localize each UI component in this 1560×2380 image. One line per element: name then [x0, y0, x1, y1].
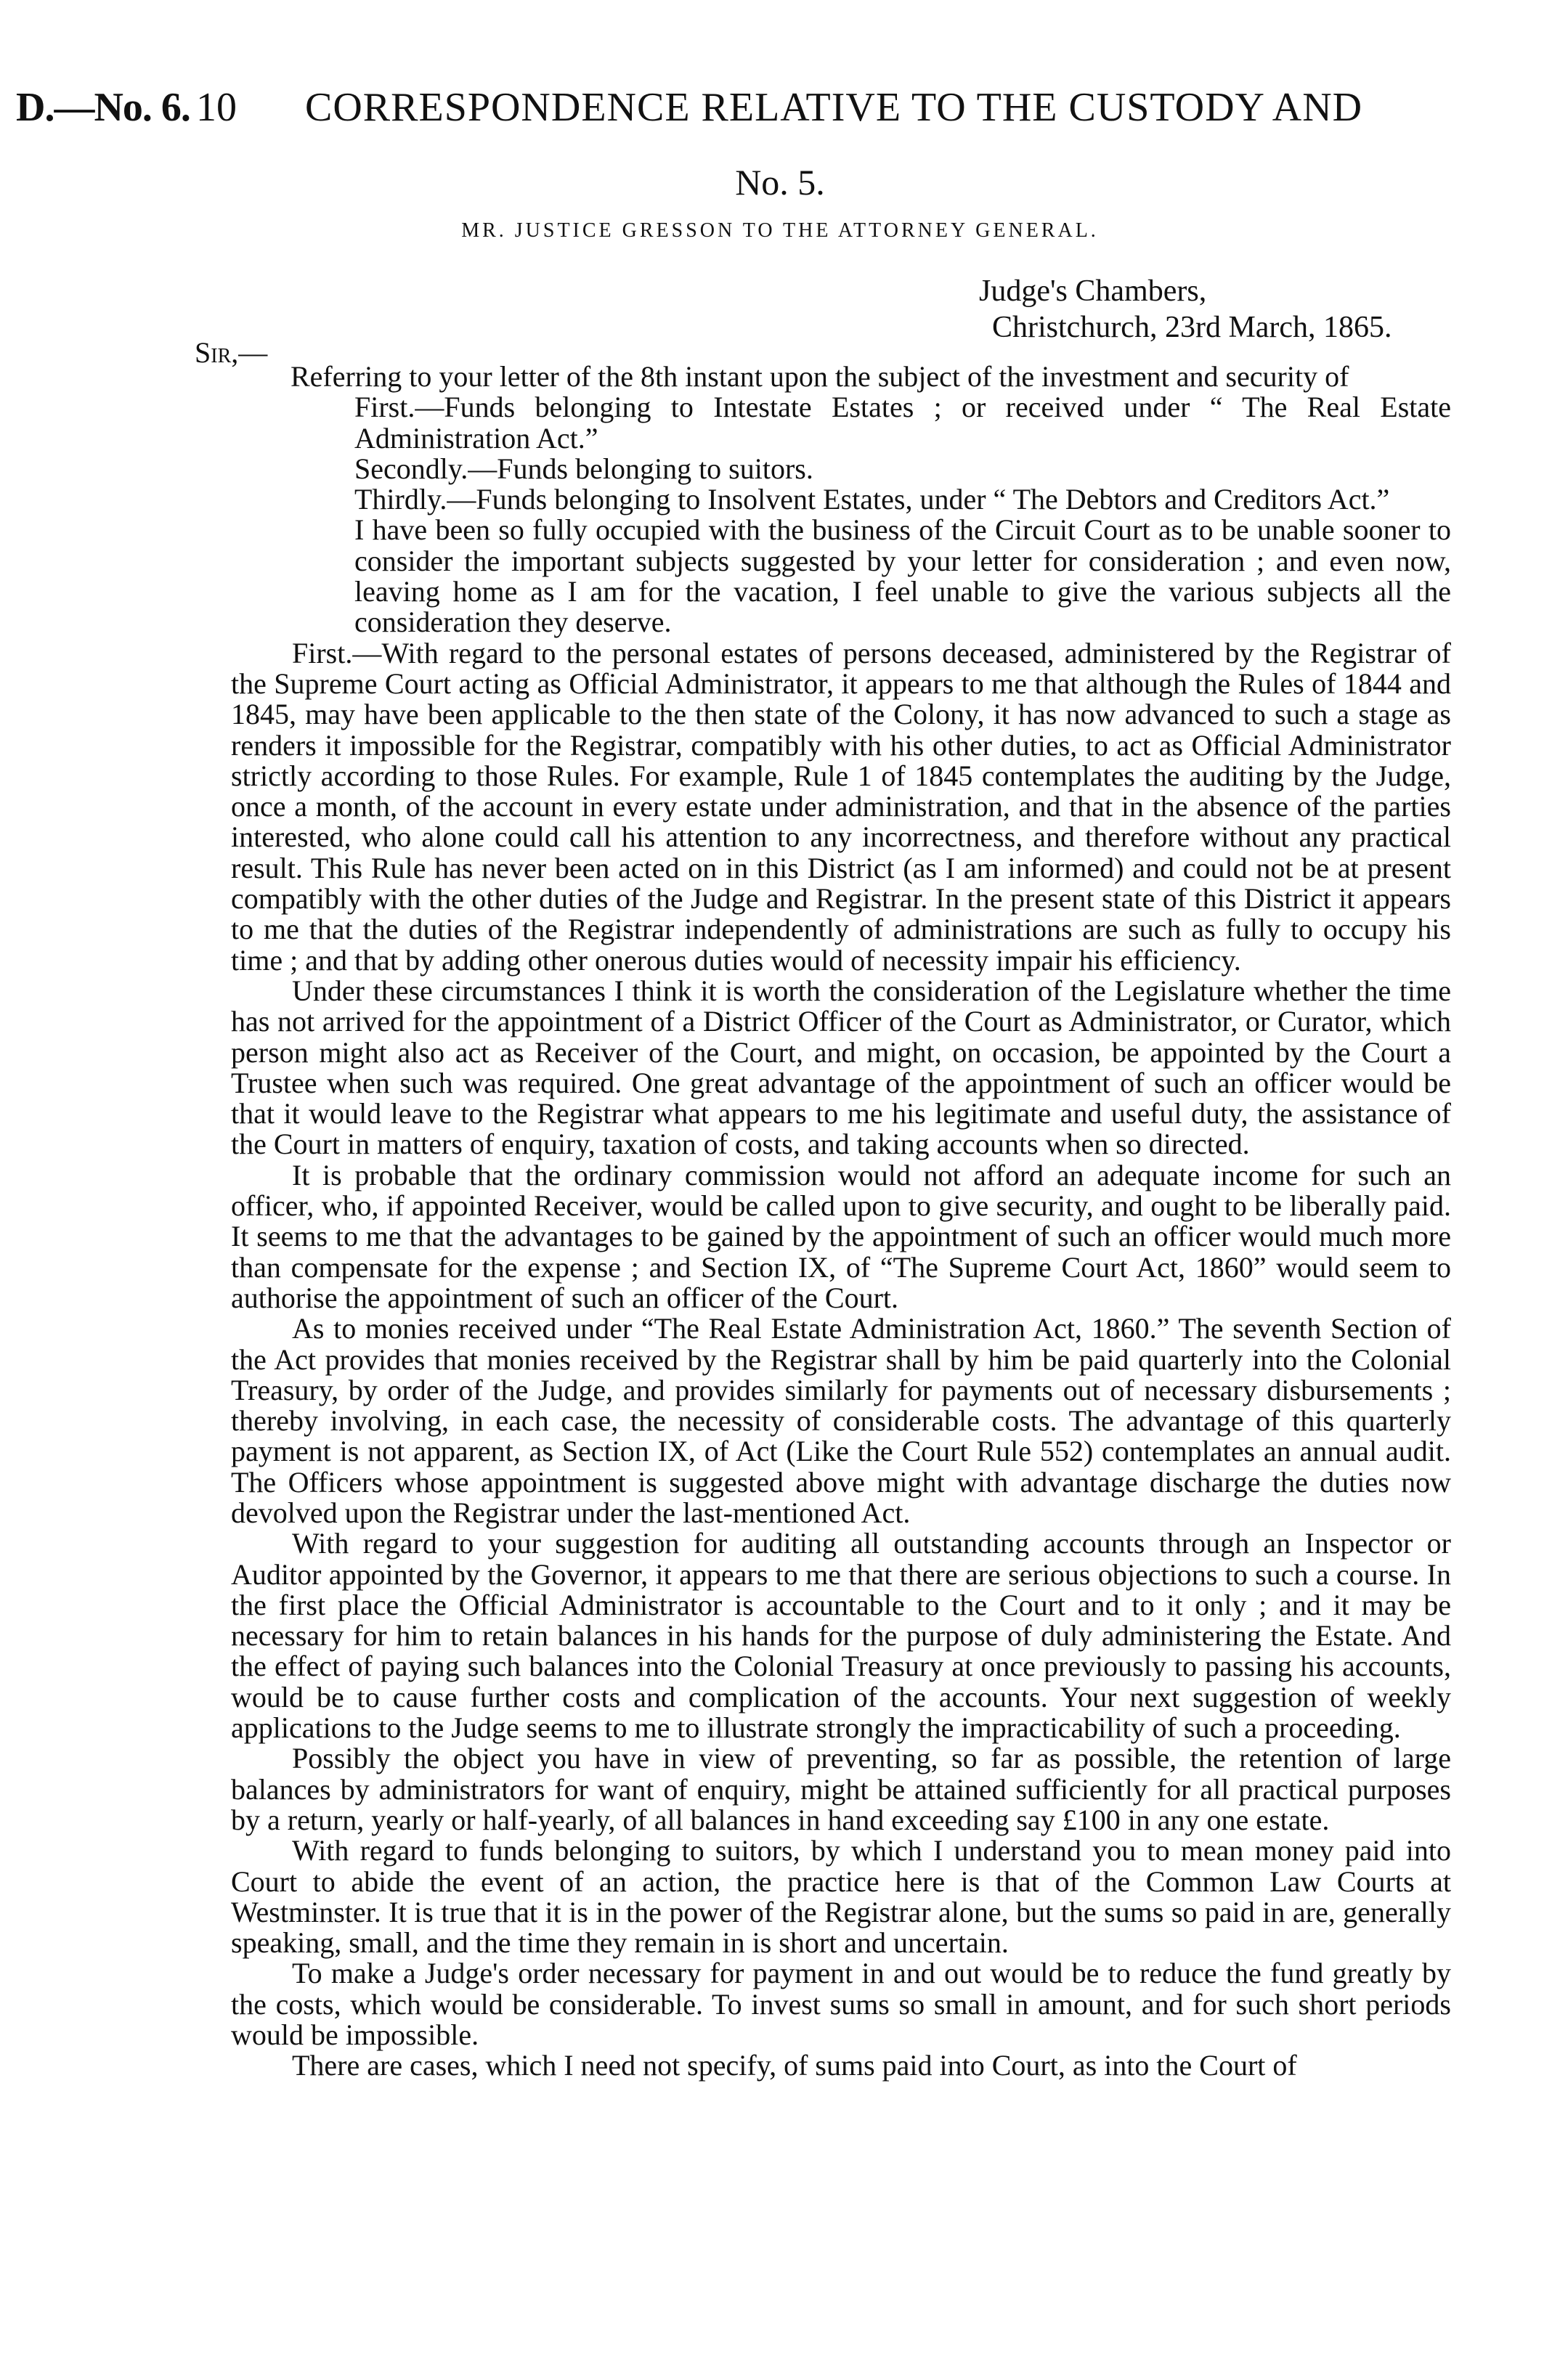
paragraph-circumstances: Under these circumstances I think it is worth the consideration of the Legislature whether the time has not arrived for the appointment of a District Officer of the Court as Administrator, or Curator, which person might also act as Receiver of the Court, and might, on occasion, be appointed by the Court a Trustee when such was required. One great advantage of the appointment of such an officer would be that it would leave to the Registrar what appears to me his legitimate and useful duty, the assistance of the Court in matters of enquiry, taxation of costs, and taking accounts when so directed. — [231, 974, 1451, 1161]
paragraph-auditing: With regard to your suggestion for auditing all outstanding accounts through an Inspector or Auditor appointed by the Governor, it appears to me that there are serious objections to such a course. In the first place the Official Administrator is accountable to the Court and to it only ; and it may be necessary for him to retain balances in his hands for the purpose of duly administering the Estate. And the effect of paying such balances into the Colonial Treasury at once previously to passing his accounts, would be to cause further costs and complication of the accounts. Your next suggestion of weekly applications to the Judge seems to me to illustrate strongly the impracticability of such a proceeding. — [231, 1527, 1451, 1745]
running-header — [16, 84, 1531, 150]
list-item-secondly: Secondly.—Funds belonging to suitors. — [354, 452, 813, 485]
document-reference: D.—No. 6. — [16, 85, 190, 130]
paragraph-occupied: I have been so fully occupied with the business of the Circuit Court as to be unable sooner to consider the important subjects suggested by your letter for consideration ; and even now, leaving home as I am for the vacation, I feel unable to give the various subjects all the consideration they deserve. — [354, 513, 1451, 639]
paragraph-intro: Referring to your letter of the 8th instant upon the subject of the investment and security of — [291, 360, 1349, 393]
letter-number: No. 5. — [735, 162, 825, 203]
paragraph-suitors: With regard to funds belonging to suitors, by which I understand you to mean money paid into Court to abide the event of an action, the practice here is that of the Common Law Courts at Westminster. It is true that it is in the power of the Registrar alone, but the sums so paid in are, generally speaking, small, and the time they remain in is short and uncertain. — [231, 1834, 1451, 1960]
salutation: Sir,— — [195, 336, 268, 369]
address-line-1: Judge's Chambers, — [979, 274, 1207, 308]
paragraph-cases: There are cases, which I need not specify, of sums paid into Court, as into the Court of — [292, 2049, 1297, 2082]
running-title: CORRESPONDENCE RELATIVE TO THE CUSTODY AND — [305, 85, 1363, 130]
paragraph-judges-order: To make a Judge's order necessary for payment in and out would be to reduce the fund greatly by the costs, which would be considerable. To invest sums so small in amount, and for such short periods would be impossible. — [231, 1957, 1451, 2052]
paragraph-balances: Possibly the object you have in view of preventing, so far as possible, the retention of large balances by administrators for want of enquiry, might be attained sufficiently for all practical purposes by a return, yearly or half-yearly, of all balances in hand exceeding say £100 in any one estate. — [231, 1742, 1451, 1836]
sender-address — [979, 273, 1392, 346]
paragraph-first-estates: First.—With regard to the personal estates of persons deceased, administered by the Registrar of the Supreme Court acting as Official Administrator, it appears to me that although the Rules of 1844 and 1845, may have been applicable to the then state of the Colony, it has now advanced to such a stage as renders it impossible for the Registrar, compatibly with his other duties, to act as Official Administrator strictly according to those Rules. For example, Rule 1 of 1845 contemplates the auditing by the Judge, once a month, of the account in every estate under administration, and that in the absence of the parties interested, who alone could call his attention to any incorrectness, and therefore without any practical result. This Rule has never been acted on in this District (as I am informed) and could not be at present compatibly with the other duties of the Judge and Registrar. In the present state of this District it appears to me that the duties of the Registrar independently of administrations are such as fully to occupy his time ; and that by adding other onerous duties would of necessity impair his efficiency. — [231, 636, 1451, 977]
page-number: 10 — [196, 85, 237, 130]
paragraph-commission: It is probable that the ordinary commission would not afford an adequate income for such an officer, who, if appointed Receiver, would be called upon to give security, and ought to be liberally paid. It seems to me that the advantages to be gained by the appointment of such an officer would much more than compensate for the expense ; and Section IX, of “The Supreme Court Act, 1860” would seem to authorise the appointment of such an officer of the Court. — [231, 1158, 1451, 1314]
list-item-first: First.—Funds belonging to Intestate Estates ; or received under “ The Real Estate Administration Act.” — [354, 391, 1451, 455]
letter-body — [231, 362, 1451, 2082]
paragraph-monies: As to monies received under “The Real Estate Administration Act, 1860.” The seventh Section of the Act provides that monies received by the Registrar shall by him be paid quarterly into the Colonial Treasury, by order of the Judge, and provides similarly for payments out of necessary disbursements ; thereby involving, in each case, the necessity of considerable costs. The advantage of this quarterly payment is not apparent, as Section IX, of Act (Like the Court Rule 552) contemplates an annual audit. The Officers whose appointment is suggested above might with advantage discharge the duties now devolved upon the Registrar under the last-mentioned Act. — [231, 1312, 1451, 1529]
address-line-2: Christchurch, 23rd March, 1865. — [992, 311, 1392, 344]
letter-heading: MR. JUSTICE GRESSON TO THE ATTORNEY GENERAL. — [461, 219, 1099, 242]
list-item-thirdly: Thirdly.—Funds belonging to Insolvent Estates, under “ The Debtors and Creditors Act.” — [354, 483, 1390, 516]
